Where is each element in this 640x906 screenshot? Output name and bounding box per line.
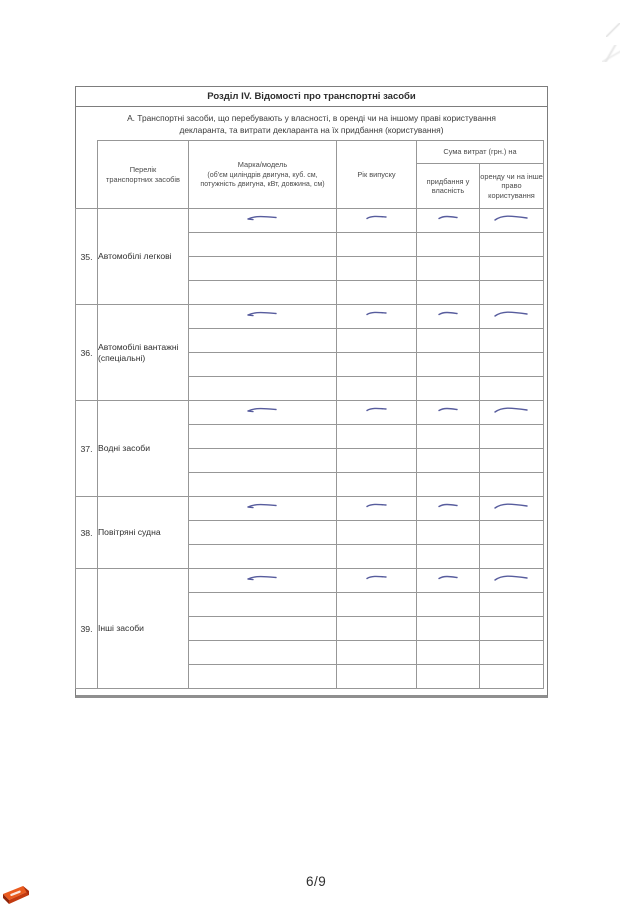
handwritten-dash-mark [245, 500, 281, 512]
handwritten-dash-mark [436, 404, 461, 416]
handwritten-dash-mark [436, 500, 461, 512]
table-cell [480, 233, 544, 257]
table-cell [417, 617, 480, 641]
handwritten-dash-mark [436, 212, 461, 224]
table-cell [189, 305, 337, 329]
table-cell [337, 329, 417, 353]
table-cell [337, 665, 417, 689]
row-number: 37. [76, 401, 98, 497]
subsection-line-1: А. Транспортні засоби, що перебувають у власності, в оренді чи на іншому праві користування [127, 113, 496, 123]
table-cell [337, 353, 417, 377]
handwritten-dash-mark [364, 212, 390, 224]
table-cell [337, 281, 417, 305]
handwritten-dash-mark [493, 404, 531, 416]
table-cell [480, 257, 544, 281]
row-label: Водні засоби [98, 401, 189, 497]
handwritten-dash-mark [493, 500, 531, 512]
handwritten-dash-mark [245, 404, 281, 416]
table-cell [417, 329, 480, 353]
scan-artifact [606, 23, 620, 37]
table-cell [480, 497, 544, 521]
row-label: Повітряні судна [98, 497, 189, 569]
table-cell [417, 209, 480, 233]
table-cell [480, 329, 544, 353]
table-cell [417, 665, 480, 689]
table-cell [189, 593, 337, 617]
header-transport-list-line2: транспортних засобів [106, 174, 180, 184]
table-cell [337, 233, 417, 257]
table-cell [417, 353, 480, 377]
table-cell [189, 257, 337, 281]
header-make-model-detail: (об'єм циліндрів двигуна, куб. см, потужність двигуна, кВт, довжина, см) [200, 171, 325, 189]
table-cell [337, 569, 417, 593]
table-body [76, 209, 544, 689]
table-cell [480, 449, 544, 473]
handwritten-dash-mark [245, 308, 281, 320]
handwritten-dash-mark [493, 212, 531, 224]
table-cell [480, 401, 544, 425]
table-cell [417, 497, 480, 521]
table-cell [417, 257, 480, 281]
brick-logo-watermark [2, 882, 32, 905]
table-cell [189, 233, 337, 257]
table-cell [417, 377, 480, 401]
table-cell [337, 521, 417, 545]
table-cell [337, 473, 417, 497]
table-cell [189, 353, 337, 377]
row-number: 39. [76, 569, 98, 689]
table-cell [337, 641, 417, 665]
table-cell [337, 401, 417, 425]
table-cell [480, 617, 544, 641]
table-cell [480, 545, 544, 569]
page-number: 6/9 [306, 874, 327, 889]
table-row [76, 569, 544, 593]
table-header [76, 141, 544, 209]
row-number: 36. [76, 305, 98, 401]
row-label: Автомобілі легкові [98, 209, 189, 305]
table-cell [337, 545, 417, 569]
header-make-model [189, 141, 337, 209]
table-cell [480, 641, 544, 665]
table-cell [337, 449, 417, 473]
table-cell [189, 569, 337, 593]
handwritten-dash-mark [493, 572, 531, 584]
section-title: Розділ IV. Відомості про транспортні засоби [76, 87, 547, 107]
table-cell [337, 305, 417, 329]
table-cell [189, 545, 337, 569]
table-cell [417, 233, 480, 257]
header-rent: оренду чи на інше право користування [480, 164, 544, 209]
table-cell [480, 665, 544, 689]
handwritten-dash-mark [245, 572, 281, 584]
table-cell [480, 281, 544, 305]
table-cell [337, 377, 417, 401]
table-cell [417, 305, 480, 329]
table-cell [417, 521, 480, 545]
header-year: Рік випуску [337, 141, 417, 209]
table-cell [189, 281, 337, 305]
table-row [76, 401, 544, 425]
table-cell [189, 641, 337, 665]
table-row [76, 305, 544, 329]
table-cell [189, 665, 337, 689]
table-cell [337, 617, 417, 641]
table-cell [480, 377, 544, 401]
table-cell [189, 521, 337, 545]
subsection-line-2: декларанта, та витрати декларанта на їх придбання (користування) [179, 124, 444, 135]
header-transport-list [98, 141, 189, 209]
table-cell [189, 473, 337, 497]
subsection-heading [76, 113, 547, 136]
table-cell [480, 521, 544, 545]
number-gutter [76, 141, 98, 209]
scan-artifact [602, 45, 620, 62]
vehicles-table [75, 140, 544, 689]
table-cell [337, 593, 417, 617]
handwritten-dash-mark [364, 500, 390, 512]
table-cell [189, 209, 337, 233]
row-label: Інші засоби [98, 569, 189, 689]
row-number: 35. [76, 209, 98, 305]
table-cell [480, 425, 544, 449]
table-cell [480, 209, 544, 233]
table-cell [189, 497, 337, 521]
row-number: 38. [76, 497, 98, 569]
table-cell [417, 449, 480, 473]
table-cell [417, 545, 480, 569]
table-cell [189, 401, 337, 425]
handwritten-dash-mark [364, 572, 390, 584]
table-cell [480, 569, 544, 593]
table-cell [417, 425, 480, 449]
table-cell [480, 353, 544, 377]
table-cell [337, 497, 417, 521]
table-cell [189, 449, 337, 473]
table-row [76, 497, 544, 521]
header-expenses-group: Сума витрат (грн.) на [417, 141, 544, 164]
table-row [76, 209, 544, 233]
header-make-model-title: Марка/модель [237, 159, 288, 169]
table-cell [417, 641, 480, 665]
handwritten-dash-mark [493, 308, 531, 320]
header-transport-list-line1: Перелік [129, 165, 157, 174]
table-cell [480, 305, 544, 329]
handwritten-dash-mark [364, 308, 390, 320]
handwritten-dash-mark [245, 212, 281, 224]
table-cell [417, 593, 480, 617]
table-cell [480, 473, 544, 497]
table-cell [417, 401, 480, 425]
table-cell [189, 329, 337, 353]
table-cell [337, 425, 417, 449]
table-cell [337, 209, 417, 233]
table-cell [337, 257, 417, 281]
table-cell [417, 281, 480, 305]
table-cell [189, 617, 337, 641]
handwritten-dash-mark [436, 572, 461, 584]
handwritten-dash-mark [364, 404, 390, 416]
handwritten-dash-mark [436, 308, 461, 320]
table-cell [480, 593, 544, 617]
table-cell [417, 473, 480, 497]
row-label: Автомобілі вантажні (спеціальні) [98, 305, 189, 401]
header-purchase: придбання у власність [417, 164, 480, 209]
table-cell [189, 425, 337, 449]
table-cell [189, 377, 337, 401]
table-cell [417, 569, 480, 593]
